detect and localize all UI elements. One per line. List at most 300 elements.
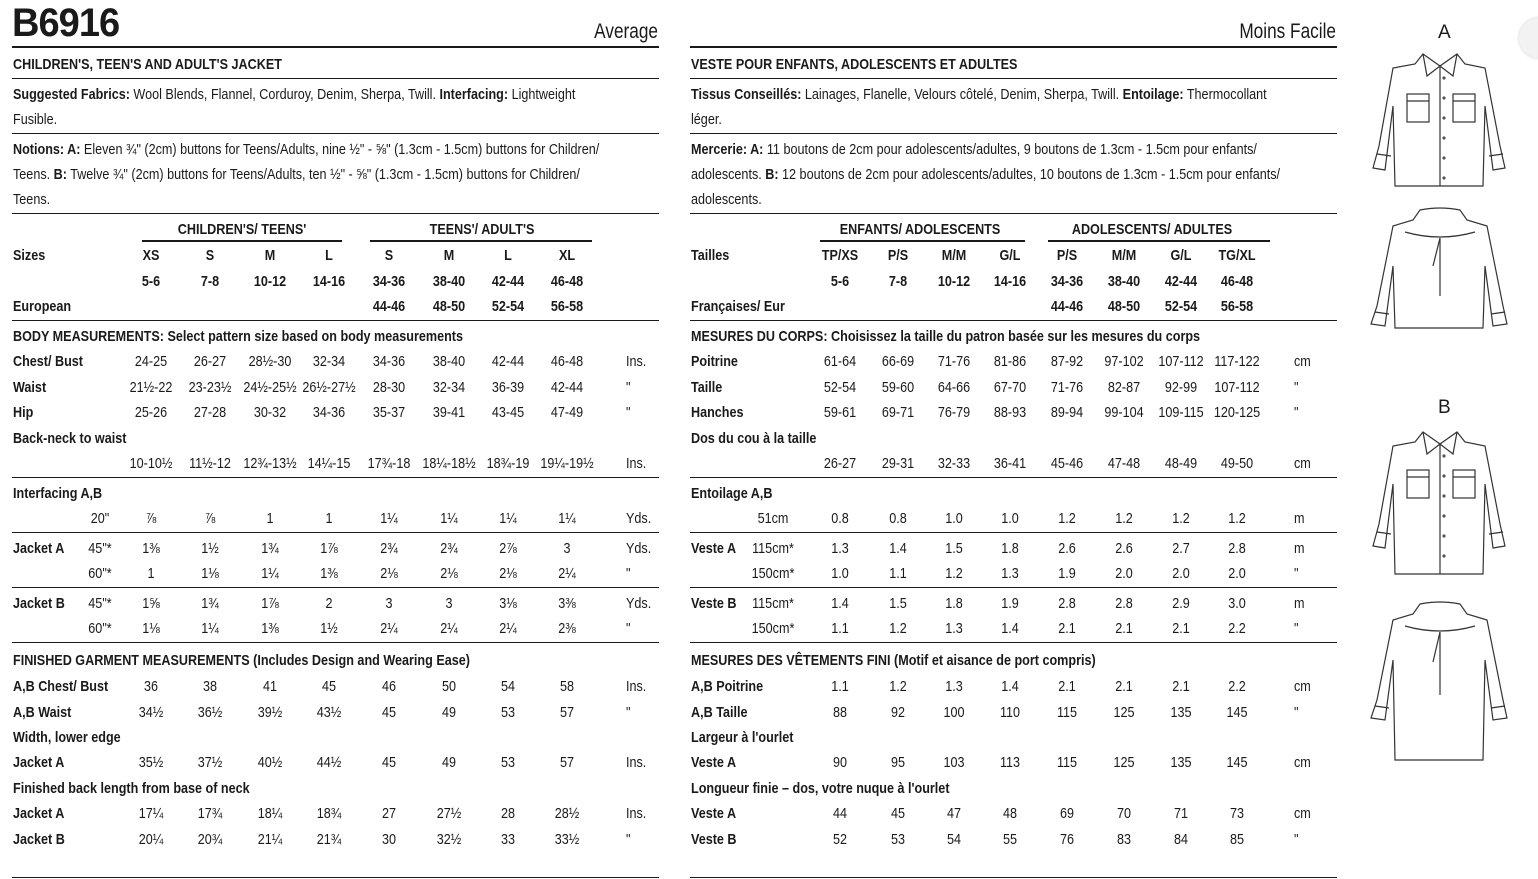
jacket-a-back-sketch <box>1365 206 1515 336</box>
table-cell: 46-48 <box>550 273 584 290</box>
table-cell: 0.8 <box>831 510 849 527</box>
table-cell: ⅞ <box>145 510 157 527</box>
table-cell: 125 <box>1113 754 1135 771</box>
table-cell: 69-71 <box>881 404 915 421</box>
fabrics-label: Suggested Fabrics: <box>13 86 130 103</box>
table-cell: 2.0 <box>1172 565 1190 582</box>
table-cell: 1.2 <box>1228 510 1246 527</box>
unit-cell: cm <box>1294 754 1311 771</box>
back-length-label: Longueur finie – dos, votre nuque à l'ourlet <box>691 780 950 797</box>
row-label: Veste A <box>691 805 737 822</box>
table-cell: 10-12 <box>253 273 287 290</box>
suggested-fabrics-line <box>13 86 575 104</box>
table-cell: 1⅜ <box>142 540 160 557</box>
table-cell: 44-46 <box>1050 298 1084 315</box>
divider <box>690 320 1337 321</box>
heading-rest: Select pattern size based on body measurements <box>163 328 463 345</box>
table-cell: 1½ <box>201 540 219 557</box>
table-cell: 56-58 <box>550 298 584 315</box>
table-cell: 95 <box>890 754 906 771</box>
group-header-children: CHILDREN'S/ TEENS' <box>177 221 307 238</box>
divider <box>12 477 659 478</box>
table-cell: 1.0 <box>1001 510 1019 527</box>
unit-cell: " <box>1294 378 1299 396</box>
table-cell: ⅞ <box>204 510 216 527</box>
table-cell: 76 <box>1059 831 1075 848</box>
table-cell: 1.3 <box>945 620 963 637</box>
table-cell: 1.1 <box>889 565 907 582</box>
finished-measurements-heading <box>13 652 470 670</box>
table-cell: 17¾-18 <box>367 455 411 472</box>
table-cell: S <box>205 247 215 264</box>
fabric-width: 45"* <box>88 540 112 557</box>
table-cell: 1.2 <box>889 678 907 695</box>
unit-cell: cm <box>1294 678 1311 695</box>
notions-text: Teens. <box>13 166 54 183</box>
table-cell: 39½ <box>257 703 283 721</box>
table-cell: 3⅜ <box>558 595 576 612</box>
heading-bold: FINISHED GARMENT MEASUREMENTS <box>13 652 250 669</box>
unit-cell: Yds. <box>626 510 652 527</box>
table-cell: 1⅞ <box>320 540 338 557</box>
table-cell: 10-10½ <box>129 455 173 472</box>
table-cell: 120-125 <box>1213 404 1261 421</box>
table-cell: 7-8 <box>888 273 908 290</box>
body-measurements-heading <box>13 328 463 346</box>
notions-line-3: Teens. <box>13 191 51 208</box>
table-cell: 2⅛ <box>440 565 458 582</box>
table-cell: 1.4 <box>1001 678 1019 695</box>
table-cell: 14-16 <box>993 273 1027 290</box>
row-label: Poitrine <box>691 353 738 370</box>
divider <box>12 46 659 48</box>
section-title: VESTE POUR ENFANTS, ADOLESCENTS ET ADULTES <box>691 56 1018 73</box>
row-label: Taille <box>691 378 723 396</box>
table-cell: 2.0 <box>1115 565 1133 582</box>
table-cell: 5-6 <box>830 273 850 290</box>
table-cell: 5-6 <box>141 273 161 290</box>
table-cell: 57 <box>559 703 575 721</box>
group-underline <box>1048 240 1270 242</box>
divider <box>12 587 659 588</box>
unit-cell: " <box>626 378 631 396</box>
view-b-label: B <box>1438 397 1451 418</box>
table-cell: 3⅛ <box>499 595 517 612</box>
table-cell: 34-36 <box>372 353 406 370</box>
unit-cell: Ins. <box>626 805 647 822</box>
table-cell: 1⅝ <box>142 595 160 612</box>
table-cell: 107-112 <box>1158 353 1204 370</box>
table-cell: 36½ <box>197 703 223 721</box>
unit-cell: m <box>1294 595 1305 612</box>
fabric-width: 60"* <box>88 620 112 637</box>
table-cell: 48 <box>1002 805 1018 822</box>
table-cell: 44-46 <box>372 298 406 315</box>
table-cell: 20¾ <box>197 831 223 848</box>
fabrics-text: Lainages, Flanelle, Velours côtelé, Denim, Sherpa, Twill. <box>801 86 1123 103</box>
row-label: Veste A <box>691 754 737 771</box>
jacket-a-label: Jacket A <box>13 540 65 557</box>
jacket-b-front-sketch <box>1365 424 1515 594</box>
table-cell: 84 <box>1173 831 1189 848</box>
table-cell: 2⅛ <box>380 565 398 582</box>
table-cell: 49-50 <box>1220 455 1254 472</box>
unit-cell: m <box>1294 540 1305 557</box>
divider <box>12 133 659 134</box>
interfacing-heading: Entoilage A,B <box>691 485 773 502</box>
divider <box>12 320 659 321</box>
body-measurements-heading <box>691 328 1200 346</box>
table-cell: 2.7 <box>1172 540 1190 557</box>
table-cell: 3 <box>385 595 393 612</box>
table-cell: 2.9 <box>1172 595 1190 612</box>
notions-label: Notions: A: <box>13 141 81 158</box>
table-cell: 71-76 <box>1050 378 1084 396</box>
table-cell: 2.8 <box>1058 595 1076 612</box>
row-label: Veste B <box>691 831 737 848</box>
table-cell: 88 <box>832 703 848 721</box>
table-cell: 34-36 <box>1050 273 1084 290</box>
unit-cell: Ins. <box>626 353 647 370</box>
table-cell: 76-79 <box>937 404 971 421</box>
divider <box>690 642 1337 643</box>
table-cell: 1 <box>325 510 333 527</box>
row-label: Hip <box>13 404 34 421</box>
interfacing-text: Thermocollant <box>1183 86 1267 103</box>
table-cell: 38 <box>202 678 218 695</box>
table-cell: 43-45 <box>491 404 525 421</box>
european-label: European <box>13 298 72 315</box>
divider <box>690 477 1337 478</box>
table-cell: 2⅞ <box>499 540 517 557</box>
table-cell: 1.3 <box>831 540 849 557</box>
fabric-width: 150cm* <box>751 620 795 637</box>
table-cell: G/L <box>1170 247 1192 264</box>
group-underline <box>142 240 342 242</box>
width-lower-label: Largeur à l'ourlet <box>691 729 794 746</box>
table-cell: 1.1 <box>831 678 849 695</box>
table-cell: 12¾-13½ <box>243 455 297 472</box>
table-cell: 18¾ <box>316 805 342 822</box>
table-cell: 70 <box>1116 805 1132 822</box>
table-cell: 52-54 <box>823 378 857 396</box>
divider <box>12 642 659 643</box>
table-cell: 1⅛ <box>142 620 160 637</box>
table-cell: 42-44 <box>491 353 525 370</box>
table-cell: 54 <box>946 831 962 848</box>
jacket-a-front-sketch <box>1365 46 1515 196</box>
table-cell: 45 <box>381 703 397 721</box>
table-cell: 36-41 <box>993 455 1027 472</box>
table-cell: 50 <box>441 678 457 695</box>
jacket-b-back-sketch <box>1365 600 1515 770</box>
table-cell: 53 <box>500 703 516 721</box>
pattern-code: B6916 <box>12 1 120 45</box>
table-cell: 27 <box>381 805 397 822</box>
table-cell: 2.1 <box>1058 620 1076 637</box>
table-cell: 64-66 <box>937 378 971 396</box>
table-cell: 47 <box>946 805 962 822</box>
table-cell: 30 <box>381 831 397 848</box>
table-cell: 39-41 <box>432 404 466 421</box>
fabric-width: 60"* <box>88 565 112 582</box>
table-cell: 1.3 <box>1001 565 1019 582</box>
table-cell: 48-49 <box>1164 455 1198 472</box>
table-cell: 18¼ <box>257 805 283 822</box>
table-cell: 71 <box>1173 805 1189 822</box>
table-cell: 90 <box>832 754 848 771</box>
table-cell: 1.0 <box>831 565 849 582</box>
notions-label: Mercerie: A: <box>691 141 764 158</box>
divider <box>690 532 1337 533</box>
row-label: Jacket B <box>13 831 65 848</box>
table-cell: 1.2 <box>945 565 963 582</box>
finished-measurements-heading <box>691 652 1096 670</box>
table-cell: XS <box>142 247 160 264</box>
table-cell: 26-27 <box>823 455 857 472</box>
fabrics-line-2: Fusible. <box>13 111 58 128</box>
table-cell: M/M <box>941 247 967 264</box>
divider <box>690 78 1337 79</box>
divider <box>690 877 1337 878</box>
table-cell: 29-31 <box>881 455 915 472</box>
table-cell: 18¾-19 <box>486 455 530 472</box>
heading-bold: MESURES DU CORPS: <box>691 328 828 345</box>
table-cell: 24-25 <box>134 353 168 370</box>
european-label: Françaises/ Eur <box>691 298 785 315</box>
notions-text: 12 boutons de 2cm pour adolescents/adultes, 10 boutons de 1.3cm - 1.5cm pour enfants/ <box>778 166 1281 183</box>
table-cell: 45 <box>321 678 337 695</box>
table-cell: 67-70 <box>993 378 1027 396</box>
width-lower-label: Width, lower edge <box>13 729 121 746</box>
table-cell: 21½-22 <box>129 378 173 396</box>
fabric-width: 45"* <box>88 595 112 612</box>
fabric-width: 115cm* <box>752 540 794 557</box>
table-cell: 34-36 <box>372 273 406 290</box>
table-cell: 2⅜ <box>558 620 576 637</box>
unit-cell: cm <box>1294 455 1311 472</box>
table-cell: 28½ <box>554 805 580 822</box>
table-cell: 87-92 <box>1050 353 1084 370</box>
table-cell: 54 <box>500 678 516 695</box>
heading-bold: MESURES DES VÊTEMENTS FINI <box>691 652 891 669</box>
row-label: Jacket A <box>13 805 65 822</box>
notions-line-1 <box>13 141 599 159</box>
table-cell: 92 <box>890 703 906 721</box>
table-cell: 1¼ <box>261 565 279 582</box>
table-cell: 10-12 <box>937 273 971 290</box>
jacket-a-label: Veste A <box>691 540 737 557</box>
table-cell: 1¼ <box>499 510 517 527</box>
table-cell: 88-93 <box>993 404 1027 421</box>
table-cell: 33 <box>500 831 516 848</box>
divider <box>12 78 659 79</box>
table-cell: 26-27 <box>193 353 227 370</box>
backneck-label: Dos du cou à la taille <box>691 430 817 447</box>
table-cell: 1⅜ <box>261 620 279 637</box>
heading-bold: BODY MEASUREMENTS: <box>13 328 164 345</box>
table-cell: 20¼ <box>138 831 164 848</box>
interfacing-text: Lightweight <box>508 86 576 103</box>
heading-rest: (Motif et aisance de port compris) <box>890 652 1096 669</box>
unit-cell: " <box>626 703 631 721</box>
table-cell: 59-61 <box>823 404 857 421</box>
table-cell: 1¼ <box>558 510 576 527</box>
table-cell: 47-48 <box>1107 455 1141 472</box>
table-cell: 41 <box>262 678 278 695</box>
table-cell: 49 <box>441 703 457 721</box>
table-cell: 23-23½ <box>188 378 232 396</box>
unit-cell: Yds. <box>626 595 652 612</box>
table-cell: 2¼ <box>440 620 458 637</box>
table-cell: 21¾ <box>316 831 342 848</box>
row-label: Jacket A <box>13 754 65 771</box>
table-cell: 1.2 <box>1058 510 1076 527</box>
table-cell: 19¼-19½ <box>540 455 594 472</box>
unit-cell: " <box>626 620 631 637</box>
table-cell: 36-39 <box>491 378 525 396</box>
table-cell: 24½-25½ <box>243 378 297 396</box>
table-cell: 1.5 <box>889 595 907 612</box>
notions-line-1 <box>691 141 1257 159</box>
table-cell: 2.0 <box>1228 565 1246 582</box>
notions-b-label: B: <box>53 166 67 183</box>
table-cell: 99-104 <box>1104 404 1144 421</box>
table-cell: 53 <box>890 831 906 848</box>
table-cell: 53 <box>500 754 516 771</box>
table-cell: 1.5 <box>945 540 963 557</box>
table-cell: S <box>384 247 394 264</box>
table-cell: 1.4 <box>831 595 849 612</box>
unit-cell: " <box>626 831 631 848</box>
unit-cell: cm <box>1294 805 1311 822</box>
table-cell: 11½-12 <box>189 455 231 472</box>
table-cell: P/S <box>1056 247 1078 264</box>
table-cell: 1.8 <box>945 595 963 612</box>
backneck-label: Back-neck to waist <box>13 430 127 447</box>
fabric-width: 20" <box>90 510 110 527</box>
row-label: Hanches <box>691 404 744 421</box>
table-cell: 52 <box>832 831 848 848</box>
table-cell: 2.8 <box>1228 540 1246 557</box>
row-label: A,B Waist <box>13 703 72 721</box>
table-cell: 2.2 <box>1228 678 1246 695</box>
table-cell: 115 <box>1056 703 1078 721</box>
jacket-b-label: Veste B <box>691 595 737 612</box>
table-cell: 48-50 <box>1107 298 1141 315</box>
table-cell: 47-49 <box>550 404 584 421</box>
row-label: A,B Chest/ Bust <box>13 678 109 695</box>
table-cell: 92-99 <box>1164 378 1198 396</box>
table-cell: 1.0 <box>945 510 963 527</box>
table-cell: 25-26 <box>134 404 168 421</box>
interfacing-label: Interfacing: <box>439 86 509 103</box>
table-cell: 1.9 <box>1058 565 1076 582</box>
table-cell: 135 <box>1170 703 1192 721</box>
section-title: CHILDREN'S, TEEN'S AND ADULT'S JACKET <box>13 56 282 73</box>
table-cell: L <box>504 247 512 264</box>
table-cell: 1.9 <box>1001 595 1019 612</box>
table-cell: 21¼ <box>257 831 283 848</box>
table-cell: 40½ <box>257 754 283 771</box>
table-cell: 0.8 <box>889 510 907 527</box>
table-cell: 82-87 <box>1107 378 1141 396</box>
table-cell: 36 <box>143 678 159 695</box>
notions-text: adolescents. <box>691 166 766 183</box>
notions-b-label: B: <box>765 166 779 183</box>
table-cell: 3 <box>563 540 571 557</box>
table-cell: 109-115 <box>1158 404 1204 421</box>
table-cell: 45 <box>381 754 397 771</box>
table-cell: 2.1 <box>1115 678 1133 695</box>
table-cell: 85 <box>1229 831 1245 848</box>
row-label: Waist <box>13 378 47 396</box>
table-cell: 73 <box>1229 805 1245 822</box>
table-cell: 1⅜ <box>320 565 338 582</box>
group-underline <box>370 240 592 242</box>
table-cell: 145 <box>1226 703 1248 721</box>
difficulty-label: Average <box>594 20 658 43</box>
table-cell: 1.2 <box>1172 510 1190 527</box>
table-cell: 1.3 <box>945 678 963 695</box>
group-header-adults: TEENS'/ ADULT'S <box>429 221 535 238</box>
table-cell: 2.8 <box>1115 595 1133 612</box>
row-label: A,B Poitrine <box>691 678 764 695</box>
divider <box>690 46 1337 48</box>
table-cell: 56-58 <box>1220 298 1254 315</box>
table-cell: 103 <box>943 754 965 771</box>
table-cell: 3 <box>445 595 453 612</box>
table-cell: 27-28 <box>193 404 227 421</box>
table-cell: 145 <box>1226 754 1248 771</box>
table-cell: 2.1 <box>1172 620 1190 637</box>
table-cell: 58 <box>559 678 575 695</box>
table-cell: 59-60 <box>881 378 915 396</box>
scroll-edge-button[interactable] <box>1519 18 1538 58</box>
table-cell: 32½ <box>436 831 462 848</box>
table-cell: M/M <box>1111 247 1137 264</box>
table-cell: 2.1 <box>1058 678 1076 695</box>
notions-text: Eleven ¾" (2cm) buttons for Teens/Adults, nine ½" - ⅝" (1.3cm - 1.5cm) buttons for Children/ <box>80 141 600 158</box>
table-cell: 2.1 <box>1115 620 1133 637</box>
table-cell: 42-44 <box>1164 273 1198 290</box>
table-cell: 34-36 <box>312 404 346 421</box>
table-cell: 113 <box>999 754 1021 771</box>
unit-cell: " <box>1294 703 1299 721</box>
table-cell: P/S <box>887 247 909 264</box>
table-cell: 34½ <box>138 703 164 721</box>
divider <box>690 587 1337 588</box>
table-cell: 45 <box>890 805 906 822</box>
table-cell: 18¼-18½ <box>422 455 476 472</box>
table-cell: 2¾ <box>440 540 458 557</box>
table-cell: 46 <box>381 678 397 695</box>
table-cell: 44 <box>832 805 848 822</box>
table-cell: 43½ <box>316 703 342 721</box>
table-cell: 30-32 <box>253 404 287 421</box>
table-cell: 1¼ <box>201 620 219 637</box>
fabric-width: 150cm* <box>751 565 795 582</box>
table-cell: 1.2 <box>1115 510 1133 527</box>
table-cell: 35-37 <box>372 404 406 421</box>
table-cell: TG/XL <box>1218 247 1256 264</box>
unit-cell: " <box>626 565 631 582</box>
table-cell: M <box>443 247 455 264</box>
table-cell: 45-46 <box>1050 455 1084 472</box>
divider <box>12 213 659 214</box>
unit-cell: Ins. <box>626 754 647 771</box>
table-cell: 1.1 <box>831 620 849 637</box>
